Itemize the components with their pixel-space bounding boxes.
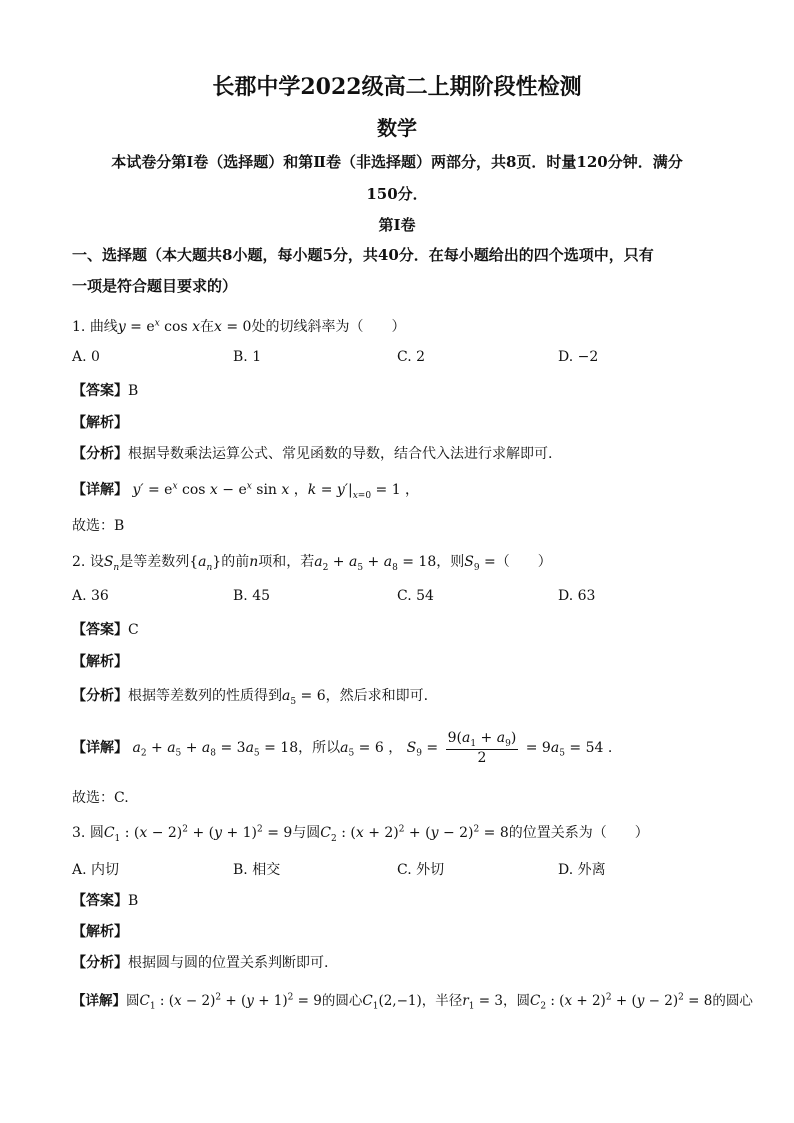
q2-answer: 【答案】C xyxy=(72,622,139,638)
q1-fenxi: 【分析】根据导数乘法运算公式、常见函数的导数，结合代入法进行求解即可. xyxy=(72,446,553,462)
q3-option-d: D. 外离 xyxy=(558,862,606,878)
q2-option-b: B. 45 xyxy=(233,588,271,604)
q3-analysis-label: 【解析】 xyxy=(72,924,128,940)
intro-line-1: 本试卷分第Ⅰ卷（选择题）和第Ⅱ卷（非选择题）两部分，共8页．时量120分钟．满分 xyxy=(111,153,683,171)
q2-option-c: C. 54 xyxy=(397,588,434,604)
q1-choice: 故选：B xyxy=(72,518,125,534)
q2-option-a: A. 36 xyxy=(72,588,109,604)
q3-option-a: A. 内切 xyxy=(72,862,120,878)
section-heading-line-2: 一项是符合题目要求的） xyxy=(72,277,238,295)
q1-option-d: D. −2 xyxy=(558,349,599,365)
q2-option-d: D. 63 xyxy=(558,588,596,604)
question-3-stem: 3. 圆$C_1$ : $(x - 2)^2 + (y + 1)^2 = 9$与圆$C_2$ : $(x + 2)^2 + (y - 2)^2 = 8$的位置关系为（ ） xyxy=(72,824,649,844)
question-2-stem: 2. 设$S_n$是等差数列$\{a_n\}$的前n项和，若$a_2 + a_5 + a_8 = 18$，则$S_9$ =（ ） xyxy=(72,554,552,573)
q2-choice: 故选：C. xyxy=(72,790,129,806)
section-heading-line-1: 一、选择题（本大题共8小题，每小题5分，共40分．在每小题给出的四个选项中，只有 xyxy=(72,246,654,264)
q3-detail: 【详解】圆$C_1$ : $(x - 2)^2 + (y + 1)^2 = 9$的圆心$C_1(2,-1)$，半径$r_1 = 3$，圆$C_2$ : $(x + 2)^2 + (y - 2)^2 = 8$的圆心 xyxy=(72,992,753,1012)
q1-answer: 【答案】B xyxy=(72,383,139,399)
part-title: 第Ⅰ卷 xyxy=(378,216,416,234)
q1-analysis-label: 【解析】 xyxy=(72,415,128,431)
q1-option-b: B. 1 xyxy=(233,349,262,365)
q3-option-c: C. 外切 xyxy=(397,862,445,878)
q1-detail: 【详解】 $y' = e^x$ $\cos x - e^x$ sin x ，$k = y'|_{x=0} = 1$ ， xyxy=(72,481,420,501)
question-number: 1. xyxy=(72,319,86,335)
q1-option-a: A. 0 xyxy=(72,349,100,365)
q2-analysis-label: 【解析】 xyxy=(72,654,128,670)
q3-fenxi: 【分析】根据圆与圆的位置关系判断即可. xyxy=(72,955,329,971)
q2-fenxi: 【分析】根据等差数列的性质得到$a_5 = 6$，然后求和即可. xyxy=(72,688,429,707)
exam-title: 长郡中学2022级高二上期阶段性检测 xyxy=(212,74,582,100)
subject-title: 数学 xyxy=(377,116,417,140)
q3-option-b: B. 相交 xyxy=(233,862,281,878)
q3-answer: 【答案】B xyxy=(72,893,139,909)
question-1-stem: 1. 曲线$y = e^x$ cos x在x = 0处的切线斜率为（ ） xyxy=(72,318,406,335)
q1-option-c: C. 2 xyxy=(397,349,426,365)
q2-detail: 【详解】 $a_2 + a_5 + a_8 = 3a_5 = 18$，所以$a_5 = 6$ ， $S_9$ = $\frac{9(a_1 + a_9)}{2}$ = $9a_5 = 54$ . xyxy=(72,730,613,766)
intro-line-2: 150分． xyxy=(366,185,428,203)
